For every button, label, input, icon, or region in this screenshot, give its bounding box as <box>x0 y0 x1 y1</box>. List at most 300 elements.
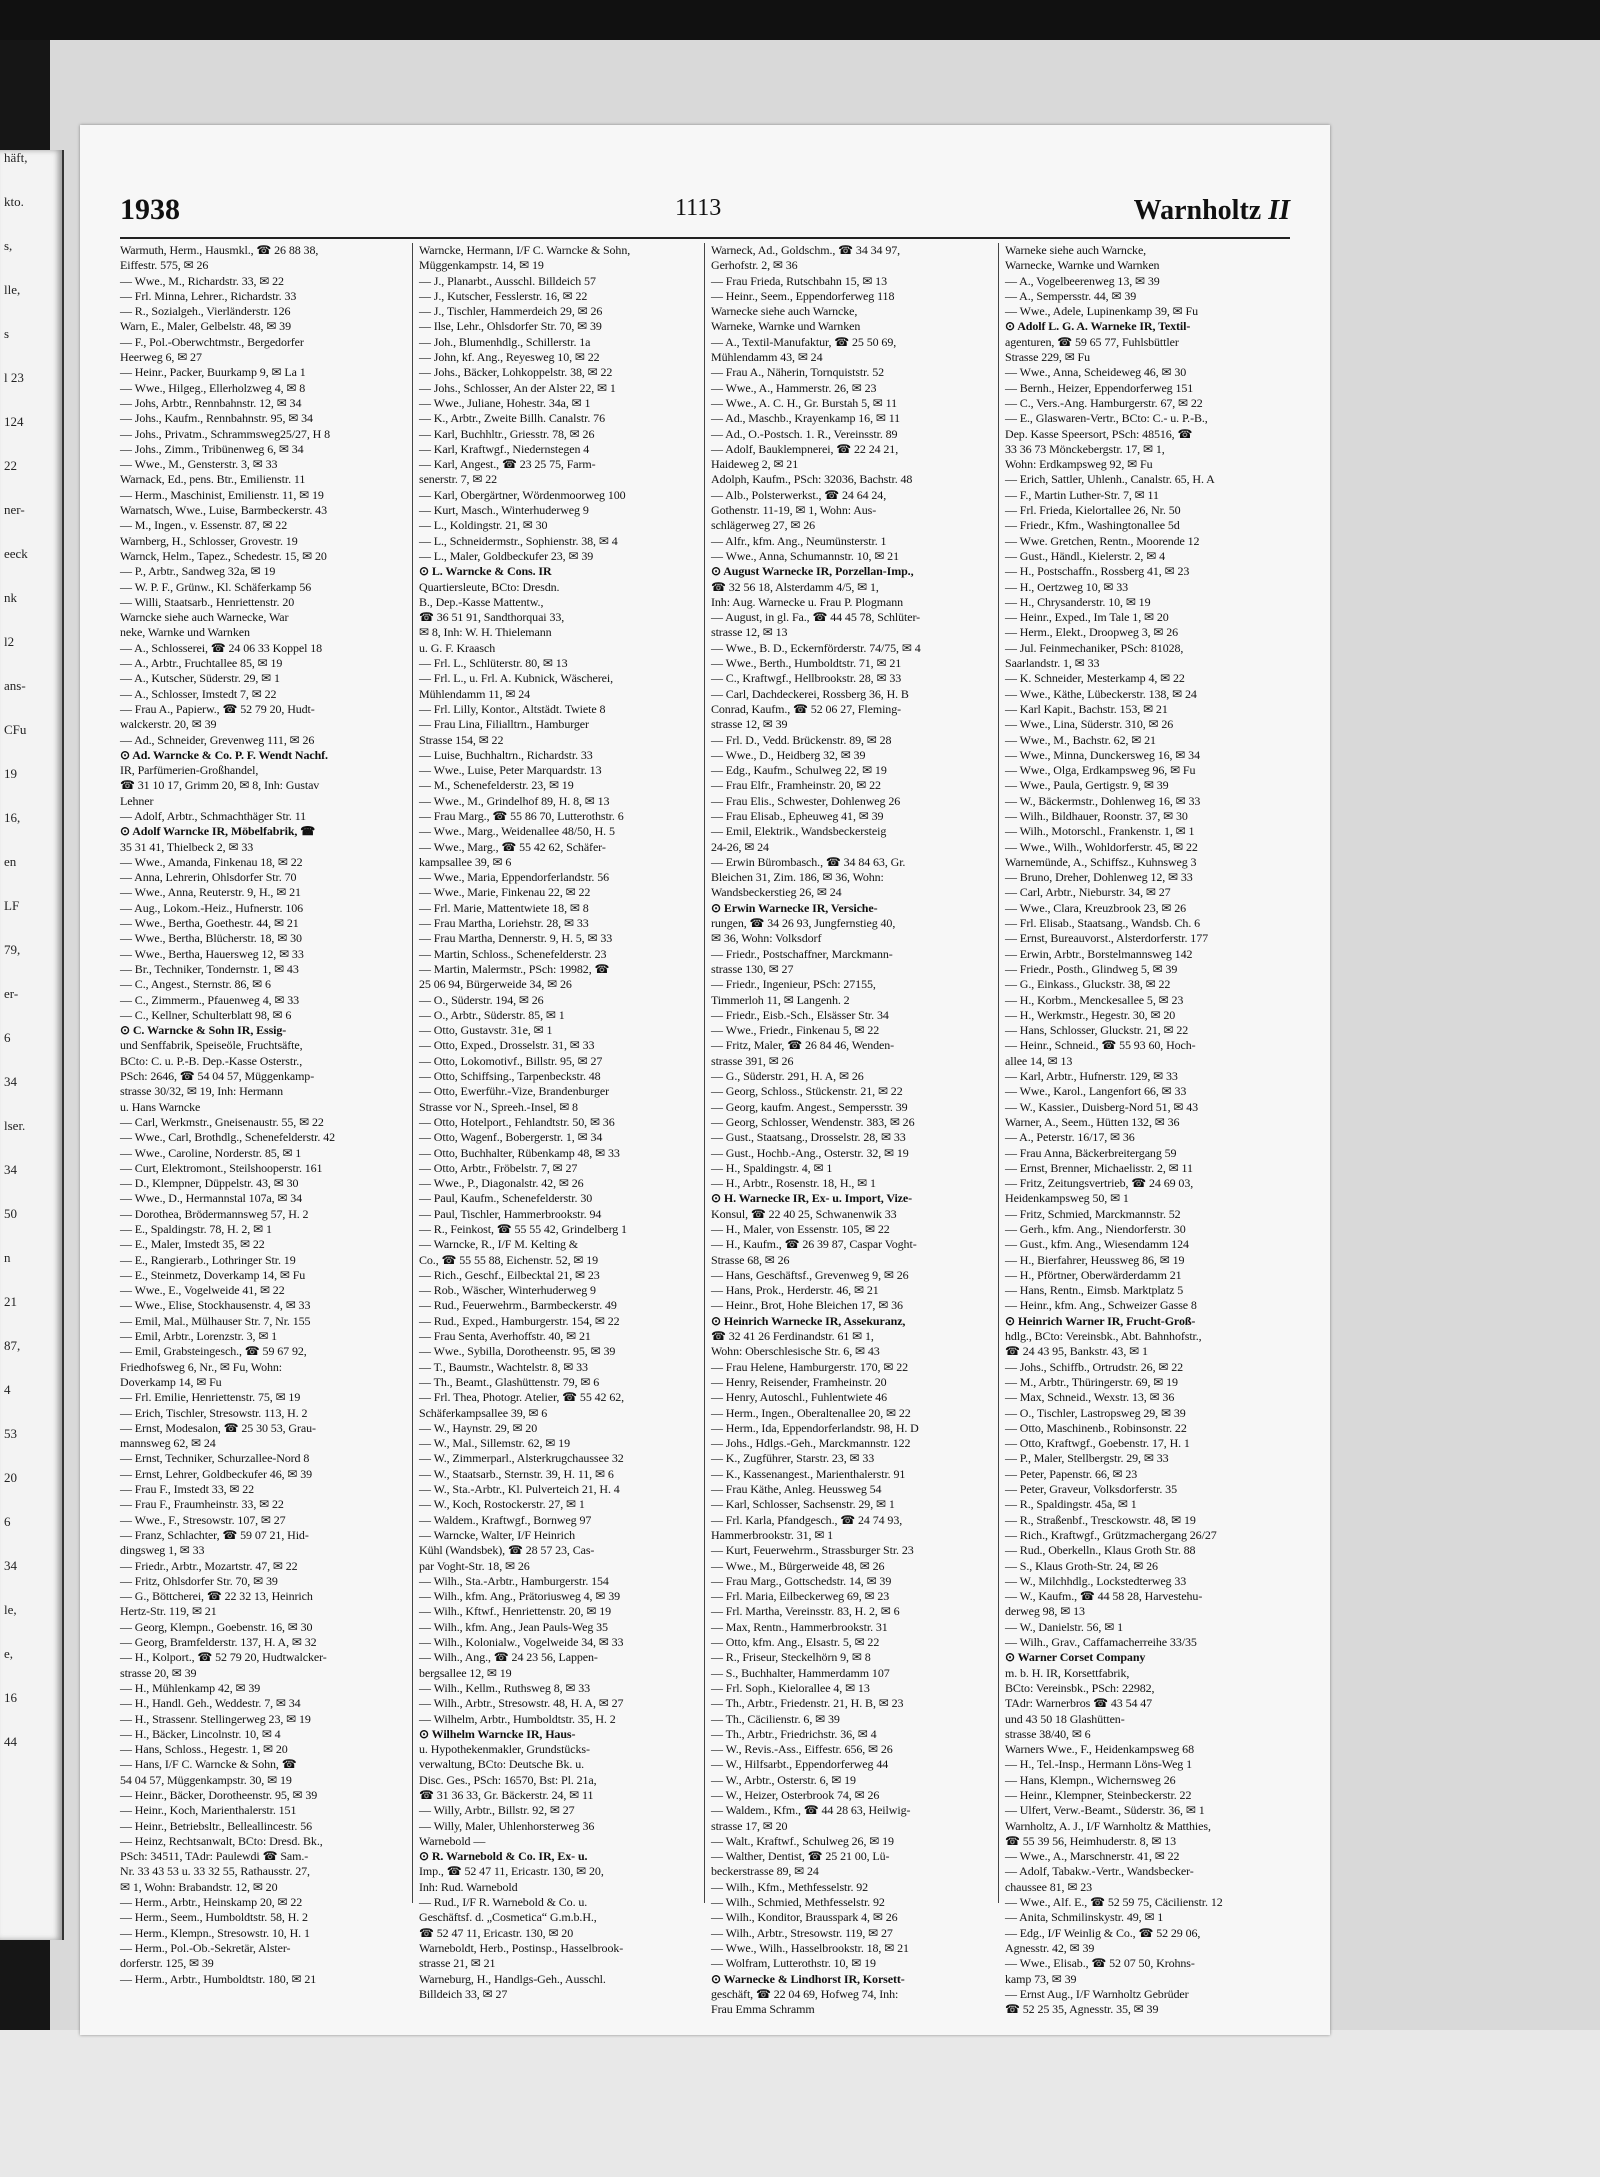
directory-entry: Warncke siehe auch Warnecke, War <box>120 610 289 625</box>
prev-page-fragment: 16 <box>4 1690 17 1705</box>
directory-entry: Warner, A., Seem., Hütten 132, ✉ 36 <box>1005 1114 1180 1129</box>
directory-entry: — Frl. Frieda, Kielortallee 26, Nr. 50 <box>1005 503 1181 518</box>
directory-entry: — Rud., Feuerwehrm., Barmbeckerstr. 49 <box>419 1298 617 1313</box>
directory-entry: — Wilh., Grav., Caffamacherreihe 33/35 <box>1005 1635 1197 1650</box>
directory-entry: — Otto, Ewerführ.-Vize, Brandenburger <box>419 1084 609 1099</box>
prev-page-fragment: 34 <box>4 1558 17 1573</box>
directory-entry: ☎ 52 25 35, Agnesstr. 35, ✉ 39 <box>1005 2002 1159 2017</box>
directory-entry: — John, kf. Ang., Reyesweg 10, ✉ 22 <box>419 350 600 365</box>
directory-entry: Wohn: Erdkampsweg 92, ✉ Fu <box>1005 457 1153 472</box>
directory-entry: — Wwe., P., Diagonalstr. 42, ✉ 26 <box>419 1176 584 1191</box>
directory-entry: strasse 21, ✉ 21 <box>419 1956 496 1971</box>
directory-entry: — Curt, Elektromont., Steilshooperstr. 161 <box>120 1160 323 1175</box>
directory-entry: Strasse vor N., Spreeh.-Insel, ✉ 8 <box>419 1099 578 1114</box>
directory-entry: — A., Schlosser, Imstedt 7, ✉ 22 <box>120 686 277 701</box>
directory-entry: Warnebold — <box>419 1833 486 1848</box>
directory-entry: — H., Maler, von Essenstr. 105, ✉ 22 <box>711 1222 890 1236</box>
directory-entry: — Max, Schneid., Wexstr. 13, ✉ 36 <box>1005 1390 1175 1405</box>
directory-entry: — Wwe., Alf. E., ☎ 52 59 75, Cäcilienstr. 12 <box>1005 1895 1223 1910</box>
directory-entry: — G., Süderstr. 291, H. A, ✉ 26 <box>711 1069 864 1084</box>
directory-entry: ⊙ Ad. Warncke & Co. P. F. Wendt Nachf. <box>120 747 328 762</box>
directory-entry: — Herm., Maschinist, Emilienstr. 11, ✉ 19 <box>120 487 324 502</box>
directory-entry: — Th., Beamt., Glashüttenstr. 79, ✉ 6 <box>419 1374 600 1389</box>
directory-entry: — Frau Elis., Schwester, Dohlenweg 26 <box>711 793 901 808</box>
prev-page-fragment: 79, <box>4 942 21 957</box>
directory-entry: ☎ 31 36 33, Gr. Bäckerstr. 24, ✉ 11 <box>419 1787 594 1802</box>
directory-entry: — Br., Techniker, Tondernstr. 1, ✉ 43 <box>120 961 299 976</box>
directory-entry: — O., Tischler, Lastropsweg 29, ✉ 39 <box>1005 1405 1186 1420</box>
directory-entry: — H., Oertzweg 10, ✉ 33 <box>1005 579 1129 594</box>
directory-entry: u. Hypothekenmakler, Grundstücks- <box>419 1742 590 1757</box>
directory-entry: — August, in gl. Fa., ☎ 44 45 78, Schlüter- <box>711 610 921 625</box>
directory-entry: — Heinr., Brot, Hohe Bleichen 17, ✉ 36 <box>711 1298 903 1313</box>
directory-entry: — L., Maler, Goldbeckufer 23, ✉ 39 <box>419 548 594 563</box>
directory-entry: — Fritz, Zeitungsvertrieb, ☎ 24 69 03, <box>1005 1176 1194 1191</box>
directory-entry: 25 06 94, Bürgerweide 34, ✉ 26 <box>419 977 572 992</box>
directory-entry: 35 31 41, Thielbeck 2, ✉ 33 <box>120 839 254 854</box>
directory-entry: — W., Sta.-Arbtr., Kl. Pulverteich 21, H. 4 <box>419 1482 620 1497</box>
directory-entry: — Gust., kfm. Ang., Wiesendamm 124 <box>1005 1237 1189 1252</box>
directory-entry: Imp., ☎ 52 47 11, Ericastr. 130, ✉ 20, <box>419 1864 604 1879</box>
directory-entry: — Frau A., Papierw., ☎ 52 79 20, Hudt- <box>120 701 315 716</box>
directory-entry: — Wilh., kfm. Ang., Prätoriusweg 4, ✉ 39 <box>419 1589 621 1604</box>
directory-entry: Co., ☎ 55 55 88, Eichenstr. 52, ✉ 19 <box>419 1252 599 1267</box>
directory-entry: — Herm., Seem., Humboldtstr. 58, H. 2 <box>120 1910 308 1925</box>
directory-entry: — Wilh., Ang., ☎ 24 23 56, Lappen- <box>419 1650 598 1665</box>
directory-entry: — Wwe., Bertha, Goethestr. 44, ✉ 21 <box>120 916 299 931</box>
directory-entry: — W., Milchhdlg., Lockstedterweg 33 <box>1005 1573 1187 1588</box>
directory-entry: — H., Bierfahrer, Heussweg 86, ✉ 19 <box>1005 1252 1185 1267</box>
directory-entry: — Friedr., Postschaffner, Marckmann- <box>711 946 893 961</box>
directory-entry: — Wwe., Minna, Dunckersweg 16, ✉ 34 <box>1005 747 1200 762</box>
directory-entry: — Wilh., Motorschl., Frankenstr. 1, ✉ 1 <box>1005 824 1195 839</box>
directory-entry: — Alfr., kfm. Ang., Neumünsterstr. 1 <box>711 533 887 548</box>
directory-entry: — D., Klempner, Düppelstr. 43, ✉ 30 <box>120 1176 299 1191</box>
directory-entry: — Willi, Staatsarb., Henriettenstr. 20 <box>120 594 295 609</box>
directory-entry: — Karl, Obergärtner, Wördenmoorweg 100 <box>419 487 626 502</box>
directory-entry: — Frl. L., Schlüterstr. 80, ✉ 13 <box>419 656 568 671</box>
directory-entry: schlägerweg 27, ✉ 26 <box>711 518 816 533</box>
directory-entry: — F., Pol.-Oberwchtmstr., Bergedorfer <box>120 334 304 349</box>
column-2 <box>412 243 697 2001</box>
directory-entry: — Wwe., Elise, Stockhausenstr. 4, ✉ 33 <box>120 1298 311 1313</box>
directory-entry: — T., Baumstr., Wachtelstr. 8, ✉ 33 <box>419 1359 588 1374</box>
prev-page-fragment: 22 <box>4 458 17 473</box>
page-number-left: 1938 <box>120 193 180 226</box>
directory-entry: — Hans, Klempn., Wichernsweg 26 <box>1005 1772 1176 1787</box>
directory-entry: — H., Pförtner, Oberwärderdamm 21 <box>1005 1267 1182 1282</box>
directory-entry: — Peter, Papenstr. 66, ✉ 23 <box>1005 1466 1138 1481</box>
directory-entry: — Friedr., Ingenieur, PSch: 27155, <box>711 977 876 992</box>
directory-entry: — Karl, Schlosser, Sachsenstr. 29, ✉ 1 <box>711 1497 895 1512</box>
directory-entry: Saarlandstr. 1, ✉ 33 <box>1005 656 1100 671</box>
directory-entry: — Heinr., Klempner, Steinbeckerstr. 22 <box>1005 1787 1192 1802</box>
directory-entry: — Wwe., Friedr., Finkenau 5, ✉ 22 <box>711 1023 880 1038</box>
directory-entry: — C., Vers.-Ang. Hamburgerstr. 67, ✉ 22 <box>1005 395 1203 410</box>
directory-entry: — Wilh., Konditor, Brausspark 4, ✉ 26 <box>711 1910 898 1925</box>
directory-entry: Doverkamp 14, ✉ Fu <box>120 1374 222 1389</box>
directory-entry: — W., Koch, Rostockerstr. 27, ✉ 1 <box>419 1497 585 1512</box>
directory-entry: — Wwe., Luise, Peter Marquardstr. 13 <box>419 763 602 778</box>
directory-entry: Warneck, Ad., Goldschm., ☎ 34 34 97, <box>711 243 901 257</box>
directory-entry: — Erich, Tischler, Stresowstr. 113, H. 2 <box>120 1405 308 1420</box>
directory-entry: Strasse 68, ✉ 26 <box>711 1252 790 1267</box>
directory-entry: — Dorothea, Brödermannsweg 57, H. 2 <box>120 1206 309 1221</box>
directory-entry: — Wilhelm, Arbtr., Humboldtstr. 35, H. 2 <box>419 1711 616 1726</box>
directory-entry: — Wwe., Carl, Brothdlg., Schenefelderstr. 42 <box>120 1130 335 1145</box>
prev-page-fragment: 16, <box>4 810 21 825</box>
directory-entry: — Wilh., Sta.-Arbtr., Hamburgerstr. 154 <box>419 1573 609 1588</box>
directory-entry: — W., Danielstr. 56, ✉ 1 <box>1005 1619 1123 1634</box>
directory-entry: ⊙ August Warnecke IR, Porzellan-Imp., <box>711 564 914 579</box>
directory-entry: — H., Mühlenkamp 42, ✉ 39 <box>120 1680 261 1695</box>
directory-entry: — Wwe., Anna, Scheideweg 46, ✉ 30 <box>1005 365 1187 380</box>
directory-entry: — Frau Martha, Loriehstr. 28, ✉ 33 <box>419 916 589 931</box>
directory-entry: Billdeich 33, ✉ 27 <box>419 1986 508 2001</box>
directory-entry: Warmuth, Herm., Hausmkl., ☎ 26 88 38, <box>120 243 319 257</box>
directory-entry: — W., Arbtr., Osterstr. 6, ✉ 19 <box>711 1772 856 1787</box>
directory-entry: — W. P. F., Grünw., Kl. Schäferkamp 56 <box>120 579 312 594</box>
directory-entry: — Frau Elfr., Framheinstr. 20, ✉ 22 <box>711 778 881 793</box>
directory-entry: Inh: Rud. Warnebold <box>419 1879 518 1894</box>
prev-page-fragment: CFu <box>4 722 27 737</box>
directory-entry: u. Hans Warncke <box>120 1099 201 1114</box>
directory-entry: u. G. F. Kraasch <box>419 640 496 655</box>
directory-entry: — Walther, Dentist, ☎ 25 21 00, Lü- <box>711 1849 890 1864</box>
directory-entry: Heidenkampsweg 50, ✉ 1 <box>1005 1191 1129 1206</box>
directory-entry: Hertz-Str. 119, ✉ 21 <box>120 1604 217 1619</box>
directory-entry: — Wwe., Berth., Humboldtstr. 71, ✉ 21 <box>711 656 902 671</box>
directory-entry: — A., Arbtr., Fruchtallee 85, ✉ 19 <box>120 656 283 671</box>
directory-entry: — Wwe. Gretchen, Rentn., Moorende 12 <box>1005 533 1200 548</box>
directory-entry: — Hans, Rentn., Eimsb. Marktplatz 5 <box>1005 1283 1184 1298</box>
directory-entry: — M., Arbtr., Thüringerstr. 69, ✉ 19 <box>1005 1374 1178 1389</box>
directory-entry: — A., Kutscher, Süderstr. 29, ✉ 1 <box>120 671 280 686</box>
directory-entry: IR, Parfümerien-Großhandel, <box>120 763 259 778</box>
prev-page-fragment: 50 <box>4 1206 17 1221</box>
directory-entry: — Wilh., Kfm., Methfesselstr. 92 <box>711 1879 869 1894</box>
directory-entry: — S., Buchhalter, Hammerdamm 107 <box>711 1665 890 1680</box>
directory-entry: — Friedr., Eisb.-Sch., Elsässer Str. 34 <box>711 1007 889 1022</box>
directory-entry: — Wwe., Anna, Schumannstr. 10, ✉ 21 <box>711 548 899 563</box>
directory-entry: Warneke, Warnke und Warnken <box>711 319 861 334</box>
directory-entry: — A., Textil-Manufaktur, ☎ 25 50 69, <box>711 334 897 349</box>
directory-entry: — Friedr., Kfm., Washingtonallee 5d <box>1005 518 1180 533</box>
directory-entry: — F., Martin Luther-Str. 7, ✉ 11 <box>1005 487 1159 502</box>
directory-entry: ⊙ Warner Corset Company <box>1005 1650 1146 1665</box>
directory-entry: — Karl, Angest., ☎ 23 25 75, Farm- <box>419 457 596 472</box>
directory-entry: Hammerbrookstr. 31, ✉ 1 <box>711 1527 834 1542</box>
directory-entry: ⊙ Adolf Warncke IR, Möbelfabrik, ☎ <box>120 824 316 839</box>
directory-entry: Warnberg, H., Schlosser, Grovestr. 19 <box>120 533 298 548</box>
directory-entry: — Johs., Kaufm., Rennbahnstr. 95, ✉ 34 <box>120 411 313 426</box>
directory-entry: — E., Steinmetz, Doverkamp 14, ✉ Fu <box>120 1267 306 1282</box>
directory-entry: ⊙ R. Warnebold & Co. IR, Ex- u. <box>419 1849 588 1864</box>
directory-entry: — Max, Rentn., Hammerbrookstr. 31 <box>711 1619 888 1634</box>
directory-entry: — Erich, Sattler, Uhlenh., Canalstr. 65, H. A <box>1005 472 1215 487</box>
directory-entry: ☎ 24 43 95, Bankstr. 43, ✉ 1 <box>1005 1344 1148 1359</box>
directory-entry: — W., Haynstr. 29, ✉ 20 <box>419 1420 538 1435</box>
directory-entry: verwaltung, BCto: Deutsche Bk. u. <box>419 1757 585 1772</box>
directory-entry: — Frau Marg., Gottschedstr. 14, ✉ 39 <box>711 1573 892 1588</box>
directory-entry: — Heinr., Bäcker, Dorotheenstr. 95, ✉ 39 <box>120 1787 318 1802</box>
directory-entry: — Otto, Schiffsing., Tarpenbeckstr. 48 <box>419 1069 601 1084</box>
directory-entry: — Wwe., M., Bürgerweide 48, ✉ 26 <box>711 1558 885 1573</box>
directory-entry: — R., Sozialgeh., Vierländerstr. 126 <box>120 304 291 319</box>
directory-entry: — H., Bäcker, Lincolnstr. 10, ✉ 4 <box>120 1726 281 1741</box>
page-header <box>120 193 1290 233</box>
directory-entry: strasse 30/32, ✉ 19, Inh: Hermann <box>120 1084 284 1099</box>
directory-entry: Warnecke, Warnke und Warnken <box>1005 258 1160 273</box>
directory-entry: — O., Süderstr. 194, ✉ 26 <box>419 992 544 1007</box>
directory-entry: — Wwe., Caroline, Norderstr. 85, ✉ 1 <box>120 1145 302 1160</box>
directory-entry: — Friedr., Arbtr., Mozartstr. 47, ✉ 22 <box>120 1558 298 1573</box>
prev-page-fragment: kto. <box>4 194 24 209</box>
directory-entry: — Franz, Schlachter, ☎ 59 07 21, Hid- <box>120 1527 309 1542</box>
directory-entry: derweg 98, ✉ 13 <box>1005 1604 1085 1619</box>
directory-entry: — Wwe., B. D., Eckernförderstr. 74/75, ✉ 4 <box>711 640 921 655</box>
directory-entry: — M., Ingen., v. Essenstr. 87, ✉ 22 <box>120 518 288 533</box>
directory-entry: senerstr. 7, ✉ 22 <box>419 472 498 487</box>
directory-entry: — H., Tel.-Insp., Hermann Löns-Weg 1 <box>1005 1757 1192 1772</box>
directory-entry: ⊙ Adolf L. G. A. Warneke IR, Textil- <box>1005 319 1191 334</box>
directory-entry: — Frl. Thea, Photogr. Atelier, ☎ 55 42 62, <box>419 1390 625 1405</box>
directory-entry: — Georg, Schlosser, Wendenstr. 383, ✉ 26 <box>711 1114 915 1129</box>
directory-entry: ⊙ C. Warncke & Sohn IR, Essig- <box>120 1023 287 1038</box>
directory-entry: — Wwe., A., Hammerstr. 26, ✉ 23 <box>711 380 877 395</box>
directory-entry: Warners Wwe., F., Heidenkampsweg 68 <box>1005 1742 1194 1757</box>
directory-entry: — Frl. Soph., Kielorallee 4, ✉ 13 <box>711 1680 870 1695</box>
directory-entry: — Paul, Kaufm., Schenefelderstr. 30 <box>419 1191 593 1206</box>
directory-entry: — Wwe., M., Bachstr. 62, ✉ 21 <box>1005 732 1156 747</box>
directory-entry: — Wwe., Clara, Kreuzbrook 23, ✉ 26 <box>1005 900 1187 915</box>
directory-entry: strasse 12, ✉ 39 <box>711 717 788 732</box>
directory-entry: — J., Kutscher, Fesslerstr. 16, ✉ 22 <box>419 288 588 303</box>
directory-entry: — H., Chrysanderstr. 10, ✉ 19 <box>1005 594 1151 609</box>
directory-entry: ✉ 1, Wohn: Brabandstr. 12, ✉ 20 <box>120 1879 278 1894</box>
directory-entry: strasse 130, ✉ 27 <box>711 961 794 976</box>
directory-entry: ☎ 36 51 91, Sandthorquai 33, <box>419 610 565 625</box>
directory-entry: — E., Spaldingstr. 78, H. 2, ✉ 1 <box>120 1222 272 1236</box>
directory-entry: dorferstr. 125, ✉ 39 <box>120 1956 214 1971</box>
directory-entry: — Karl, Buchhltr., Griesstr. 78, ✉ 26 <box>419 426 595 441</box>
directory-entry: — A., Schlosserei, ☎ 24 06 33 Koppel 18 <box>120 640 323 655</box>
directory-entry: — Wwe., Marie, Finkenau 22, ✉ 22 <box>419 885 591 900</box>
directory-entry: — Heinr., Exped., Im Tale 1, ✉ 20 <box>1005 610 1169 625</box>
directory-entry: — A., Sempersstr. 44, ✉ 39 <box>1005 288 1137 303</box>
prev-page-fragment: l2 <box>4 634 15 649</box>
directory-entry: strasse 17, ✉ 20 <box>711 1818 788 1833</box>
previous-page-edge <box>0 150 64 1940</box>
directory-entry: — Wwe., Hilgeg., Ellerholzweg 4, ✉ 8 <box>120 380 306 395</box>
directory-entry: — Frl. Karla, Pfandgesch., ☎ 24 74 93, <box>711 1512 903 1527</box>
directory-entry: — Martin, Malermstr., PSch: 19982, ☎ <box>419 961 610 976</box>
directory-entry: — Johs., Schlosser, An der Alster 22, ✉ 1 <box>419 380 616 395</box>
directory-entry: ⊙ Warnecke & Lindhorst IR, Korsett- <box>711 1971 905 1986</box>
directory-entry: — Emil, Elektrik., Wandsbeckersteig <box>711 824 887 839</box>
directory-entry: — Frau Frieda, Rutschbahn 15, ✉ 13 <box>711 273 887 288</box>
prev-page-fragment: lle, <box>4 282 21 297</box>
directory-entry: — Frl. Lilly, Kontor., Altstädt. Twiete 8 <box>419 701 606 716</box>
column-1 <box>120 243 398 1986</box>
directory-entry: — Frau Käthe, Anleg. Heussweg 54 <box>711 1482 882 1497</box>
directory-entry: — Fritz, Ohlsdorfer Str. 70, ✉ 39 <box>120 1573 278 1588</box>
directory-entry: BCto: Vereinsbk., PSch: 22982, <box>1005 1680 1155 1695</box>
directory-entry: ☎ 32 41 26 Ferdinandstr. 61 ✉ 1, <box>711 1329 874 1344</box>
directory-entry: — Gust., Händl., Kielerstr. 2, ✉ 4 <box>1005 548 1165 563</box>
prev-page-fragment: 34 <box>4 1162 17 1177</box>
directory-entry: — Frau Lina, Filialltrn., Hamburger <box>419 717 589 732</box>
directory-entry: ⊙ Heinrich Warner IR, Frucht-Groß- <box>1005 1313 1196 1328</box>
directory-entry: — Emil, Arbtr., Lorenzstr. 3, ✉ 1 <box>120 1329 278 1344</box>
directory-entry: — Henry, Reisender, Framheinstr. 20 <box>711 1374 887 1389</box>
directory-entry: — Wwe., Wilh., Hasselbrookstr. 18, ✉ 21 <box>711 1940 909 1955</box>
directory-entry: — E., Rangierarb., Lothringer Str. 19 <box>120 1252 296 1267</box>
directory-entry: — Ad., Schneider, Grevenweg 111, ✉ 26 <box>120 732 315 747</box>
directory-entry: — Wwe., A., Marschnerstr. 41, ✉ 22 <box>1005 1849 1180 1864</box>
directory-entry: — Otto, Gustavstr. 31e, ✉ 1 <box>419 1023 553 1038</box>
page-number-center: 1113 <box>675 195 722 221</box>
directory-entry: Gerhofstr. 2, ✉ 36 <box>711 258 798 273</box>
directory-entry: — Emil, Grabsteingesch., ☎ 59 67 92, <box>120 1344 307 1359</box>
directory-entry: Mühlendamm 43, ✉ 24 <box>711 350 823 365</box>
directory-entry: — Herm., Pol.-Ob.-Sekretär, Alster- <box>120 1940 291 1955</box>
directory-entry: — Wilh., Schmied, Methfesselstr. 92 <box>711 1895 885 1910</box>
directory-entry: beckerstrasse 89, ✉ 24 <box>711 1864 819 1879</box>
directory-entry: — Frl. Emilie, Henriettenstr. 75, ✉ 19 <box>120 1390 301 1405</box>
directory-entry: Warnecke siehe auch Warncke, <box>711 304 858 319</box>
directory-entry: — Rob., Wäscher, Winterhuderweg 9 <box>419 1283 596 1298</box>
directory-entry: — Frau Elisab., Epheuweg 41, ✉ 39 <box>711 808 884 823</box>
directory-entry: — Carl, Arbtr., Nieburstr. 34, ✉ 27 <box>1005 885 1171 900</box>
directory-entry: — W., Hilfsarbt., Eppendorferweg 44 <box>711 1757 889 1772</box>
directory-entry: 54 04 57, Müggenkampstr. 30, ✉ 19 <box>120 1772 292 1787</box>
prev-page-fragment: en <box>4 854 17 869</box>
directory-entry: — Herm., Ida, Eppendorferlandstr. 98, H. D <box>711 1420 919 1435</box>
directory-entry: — Karl Kapit., Bachstr. 153, ✉ 21 <box>1005 701 1168 716</box>
directory-entry: Warnck, Helm., Tapez., Schedestr. 15, ✉ 20 <box>120 548 327 563</box>
directory-entry: — Wwe., M., Grindelhof 89, H. 8, ✉ 13 <box>419 793 610 808</box>
directory-entry: BCto: C. u. P.-B. Dep.-Kasse Osterstr., <box>120 1053 303 1068</box>
directory-entry: — Walt., Kraftwf., Schulweg 26, ✉ 19 <box>711 1833 894 1848</box>
directory-entry: — Ilse, Lehr., Ohlsdorfer Str. 70, ✉ 39 <box>419 319 602 334</box>
directory-entry: — Wwe., Käthe, Lübeckerstr. 138, ✉ 24 <box>1005 686 1197 701</box>
directory-entry: — Rud., I/F R. Warnebold & Co. u. <box>419 1895 588 1910</box>
directory-entry: — Georg, Klempn., Goebenstr. 16, ✉ 30 <box>120 1619 313 1634</box>
directory-entry: — Ernst, Modesalon, ☎ 25 30 53, Grau- <box>120 1420 316 1435</box>
directory-entry: — W., Zimmerparl., Alsterkrugchaussee 32 <box>419 1451 624 1466</box>
directory-entry: walckerstr. 20, ✉ 39 <box>120 717 217 732</box>
directory-entry: — L., Koldingstr. 21, ✉ 30 <box>419 518 548 533</box>
directory-entry: — Heinr., Betriebsltr., Belleallincestr. 56 <box>120 1818 312 1833</box>
prev-page-fragment: nk <box>4 590 17 605</box>
directory-entry: Mühlendamm 11, ✉ 24 <box>419 686 531 701</box>
directory-entry: — Adolf, Arbtr., Schmachthäger Str. 11 <box>120 808 307 823</box>
directory-entry: — H., Strassenr. Stellingerweg 23, ✉ 19 <box>120 1711 311 1726</box>
directory-entry: — Otto, Buchhalter, Rübenkamp 48, ✉ 33 <box>419 1145 620 1160</box>
directory-entry: — Adolf, Bauklempnerei, ☎ 22 24 21, <box>711 441 899 456</box>
directory-entry: — Georg, kaufm. Angest., Sempersstr. 39 <box>711 1099 908 1114</box>
directory-entry: — Waldem., Kraftwgf., Bornweg 97 <box>419 1512 592 1527</box>
directory-entry: — Frau Marg., ☎ 55 86 70, Lutterothstr. 6 <box>419 808 624 823</box>
directory-entry: — P., Maler, Stellbergstr. 29, ✉ 33 <box>1005 1451 1169 1466</box>
directory-entry: — Alb., Polsterwerkst., ☎ 24 64 24, <box>711 487 887 502</box>
directory-entry: — J., Planarbt., Ausschl. Billdeich 57 <box>419 273 596 288</box>
prev-page-fragment: ans- <box>4 678 26 693</box>
directory-entry: — Th., Arbtr., Friedrichstr. 36, ✉ 4 <box>711 1726 877 1741</box>
directory-entry: — Frau F., Fraumheinstr. 33, ✉ 22 <box>120 1497 284 1512</box>
directory-entry: — Hans, Schloss., Hegestr. 1, ✉ 20 <box>120 1742 288 1757</box>
directory-entry: — W., Staatsarb., Sternstr. 39, H. 11, ✉ 6 <box>419 1466 614 1481</box>
scan-border-bottom <box>0 2030 1600 2177</box>
directory-entry: — Wilh., Kolonialw., Vogelweide 34, ✉ 33 <box>419 1635 624 1650</box>
directory-entry: — Luise, Buchhaltrn., Richardstr. 33 <box>419 747 593 762</box>
directory-entry: — Wwe., A. C. H., Gr. Burstah 5, ✉ 11 <box>711 395 898 410</box>
directory-entry: agenturen, ☎ 59 65 77, Fuhlsbüttler <box>1005 334 1179 349</box>
directory-entry: — R., Feinkost, ☎ 55 55 42, Grindelberg 1 <box>419 1222 627 1236</box>
directory-entry: ☎ 55 39 56, Heimhuderstr. 8, ✉ 13 <box>1005 1833 1177 1848</box>
directory-entry: — K., Zugführer, Starstr. 23, ✉ 33 <box>711 1451 875 1466</box>
directory-entry: — Wilh., kfm. Ang., Jean Pauls-Weg 35 <box>419 1619 608 1634</box>
directory-entry: — H., Korbm., Menckesallee 5, ✉ 23 <box>1005 992 1184 1007</box>
prev-page-fragment: 21 <box>4 1294 17 1309</box>
directory-entry: — Warncke, Walter, I/F Heinrich <box>419 1527 575 1542</box>
directory-entry: — Otto, Exped., Drosselstr. 31, ✉ 33 <box>419 1038 595 1053</box>
directory-entry: PSch: 2646, ☎ 54 04 57, Müggenkamp- <box>120 1069 315 1084</box>
directory-entry: Müggenkampstr. 14, ✉ 19 <box>419 258 544 273</box>
directory-entry: — Rich., Geschf., Eilbecktal 21, ✉ 23 <box>419 1267 600 1282</box>
directory-entry: — Gust., Hochb.-Ang., Osterstr. 32, ✉ 19 <box>711 1145 909 1160</box>
directory-entry: — Otto, Lokomotivf., Billstr. 95, ✉ 27 <box>419 1053 603 1068</box>
directory-entry: — Gust., Staatsang., Drosselstr. 28, ✉ 33 <box>711 1130 906 1145</box>
directory-entry: — W., Bäckermstr., Dohlenweg 16, ✉ 33 <box>1005 793 1201 808</box>
column-4 <box>998 243 1283 2017</box>
directory-entry: — Aug., Lokom.-Heiz., Hufnerstr. 106 <box>120 900 304 915</box>
directory-entry: Lehner <box>120 793 154 808</box>
directory-entry: ✉ 36, Wohn: Volksdorf <box>711 931 822 946</box>
directory-entry: — Fritz, Schmied, Marckmannstr. 52 <box>1005 1206 1181 1221</box>
directory-entry: — C., Kellner, Schulterblatt 98, ✉ 6 <box>120 1007 292 1022</box>
directory-entry: — G., Einkass., Gluckstr. 38, ✉ 22 <box>1005 977 1171 992</box>
directory-entry: Warnholtz, A. J., I/F Warnholtz & Matthies, <box>1005 1818 1211 1833</box>
directory-entry: — Edg., Kaufm., Schulweg 22, ✉ 19 <box>711 763 887 778</box>
prev-page-fragment: 87, <box>4 1338 21 1353</box>
directory-page <box>80 125 1330 2035</box>
directory-entry: Kühl (Wandsbek), ☎ 28 57 23, Cas- <box>419 1543 595 1558</box>
directory-entry: — Carl, Werkmstr., Gneisenaustr. 55, ✉ 22 <box>120 1114 324 1129</box>
directory-entry: — O., Arbtr., Süderstr. 85, ✉ 1 <box>419 1007 565 1022</box>
directory-entry: — Wwe., Karol., Langenfort 66, ✉ 33 <box>1005 1084 1187 1099</box>
directory-entry: — Herm., Ingen., Oberaltenallee 20, ✉ 22 <box>711 1405 911 1420</box>
directory-entry: — Otto, kfm. Ang., Elsastr. 5, ✉ 22 <box>711 1635 880 1650</box>
prev-page-fragment: e, <box>4 1646 14 1661</box>
directory-entry: — Wwe., Olga, Erdkampsweg 96, ✉ Fu <box>1005 763 1196 778</box>
directory-entry: — Bernh., Heizer, Eppendorferweg 151 <box>1005 380 1194 395</box>
directory-entry: — Waldem., Kfm., ☎ 44 28 63, Heilwig- <box>711 1803 911 1818</box>
directory-entry: Inh: Aug. Warnecke u. Frau P. Plogmann <box>711 594 903 609</box>
directory-entry: m. b. H. IR, Korsettfabrik, <box>1005 1665 1130 1680</box>
directory-entry: — W., Mal., Sillemstr. 62, ✉ 19 <box>419 1436 570 1451</box>
directory-entry: Bleichen 31, Zim. 186, ✉ 36, Wohn: <box>711 870 884 885</box>
directory-entry: — Frau F., Imstedt 33, ✉ 22 <box>120 1482 255 1497</box>
column-3 <box>704 243 989 2017</box>
directory-entry: — Georg, Schloss., Stückenstr. 21, ✉ 22 <box>711 1084 903 1099</box>
directory-entry: — W., Kaufm., ☎ 44 58 28, Harvestehu- <box>1005 1589 1203 1604</box>
directory-entry: — Bruno, Dreher, Dohlenweg 12, ✉ 33 <box>1005 870 1193 885</box>
directory-entry: — H., Handl. Geh., Weddestr. 7, ✉ 34 <box>120 1696 301 1711</box>
directory-entry: Warneke siehe auch Warncke, <box>1005 243 1147 257</box>
directory-entry: — S., Klaus Groth-Str. 24, ✉ 26 <box>1005 1558 1158 1573</box>
